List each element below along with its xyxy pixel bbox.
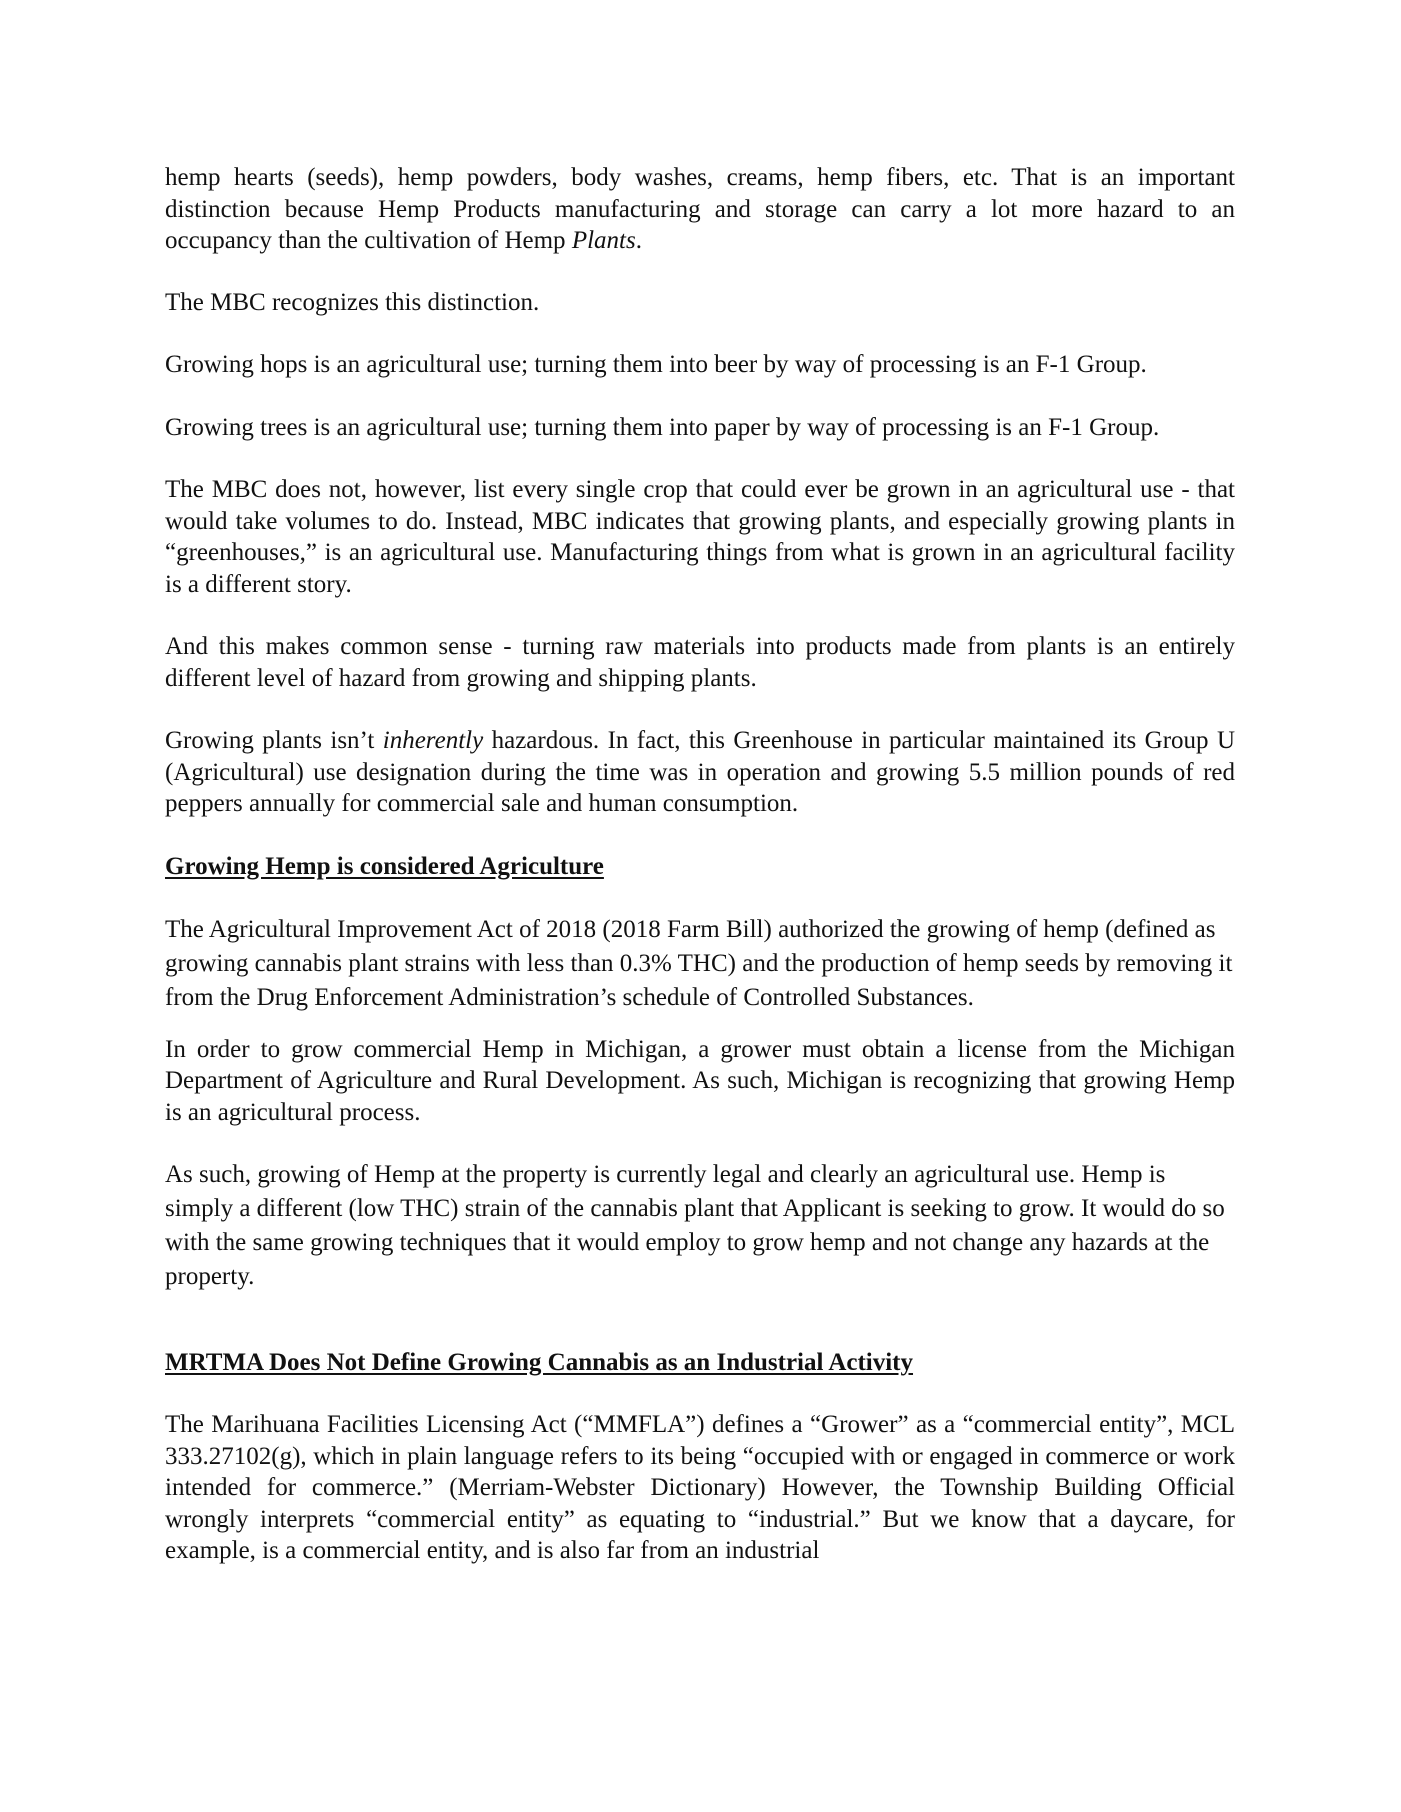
italic-plants: Plants <box>571 227 636 254</box>
paragraph-michigan-license: In order to grow commercial Hemp in Michigan, a grower must obtain a license from the Michigan Department of Agriculture and Rural Development. As such, Michigan is recognizing that growing Hemp is an agricultural process. <box>165 1035 1235 1126</box>
italic-inherently: inherently <box>382 727 484 754</box>
paragraph-text: Growing plants isn’t <box>165 727 383 754</box>
section-heading-mrtma: MRTMA Does Not Define Growing Cannabis as an Industrial Activity <box>165 1349 914 1376</box>
paragraph-text: hemp hearts (seeds), hemp powders, body washes, creams, hemp fibers, etc. That is an important distinction because Hemp Products manufacturing and storage can carry a lot more hazard to an occupancy than the cultivation of Hemp <box>165 164 1235 254</box>
paragraph-mbc-crops: The MBC does not, however, list every single crop that could ever be grown in an agricultural use - that would take volumes to do. Instead, MBC indicates that growing plants, and especially growing plants in “greenhouses,” is an agricultural use. Manufacturing things from what is grown in an agricultural facility is a different story. <box>165 476 1235 598</box>
paragraph-hops: Growing hops is an agricultural use; turning them into beer by way of processing is an F-1 Group. <box>165 351 1147 378</box>
paragraph-trees: Growing trees is an agricultural use; turning them into paper by way of processing is an F-1 Group. <box>165 413 1160 441</box>
paragraph-greenhouse <box>165 725 1235 820</box>
paragraph-hemp-legal: As such, growing of Hemp at the property is currently legal and clearly an agricultural use. Hemp is simply a different (low THC) strain of the cannabis plant that Applicant is seeking to grow. It would do so with the same growing techniques that it would employ to grow hemp and not change any hazards at the property. <box>165 1161 1225 1290</box>
document-body <box>165 162 1235 1567</box>
paragraph-mmfla: The Marihuana Facilities Licensing Act (“MMFLA”) defines a “Grower” as a “commercial entity”, MCL 333.27102(g), which in plain language refers to its being “occupied with or engaged in commerce or work intended for commerce.” (Merriam-Webster Dictionary) However, the Township Building Official wrongly interprets “commercial entity” as equating to “industrial.” But we know that a daycare, for example, is a commercial entity, and is also far from an industrial <box>165 1411 1235 1564</box>
paragraph-hemp-products <box>165 162 1235 257</box>
paragraph-mbc-distinction: The MBC recognizes this distinction. <box>165 288 540 316</box>
paragraph-end: . <box>635 227 642 254</box>
section-heading-hemp-agriculture: Growing Hemp is considered Agriculture <box>165 852 604 880</box>
paragraph-common-sense: And this makes common sense - turning raw materials into products made from plants is an entirely different level of hazard from growing and shipping plants. <box>165 633 1235 692</box>
paragraph-end: hazardous. In fact, this Greenhouse in particular maintained its Group U (Agricultural) use designation during the time was in operation and growing 5.5 million pounds of red peppers annually for commercial sale and human consumption. <box>165 727 1235 817</box>
paragraph-farm-bill: The Agricultural Improvement Act of 2018 (2018 Farm Bill) authorized the growing of hemp (defined as growing cannabis plant strains with less than 0.3% THC) and the production of hemp seeds by removing it from the Drug Enforcement Administration’s schedule of Controlled Substances. <box>165 915 1233 1011</box>
